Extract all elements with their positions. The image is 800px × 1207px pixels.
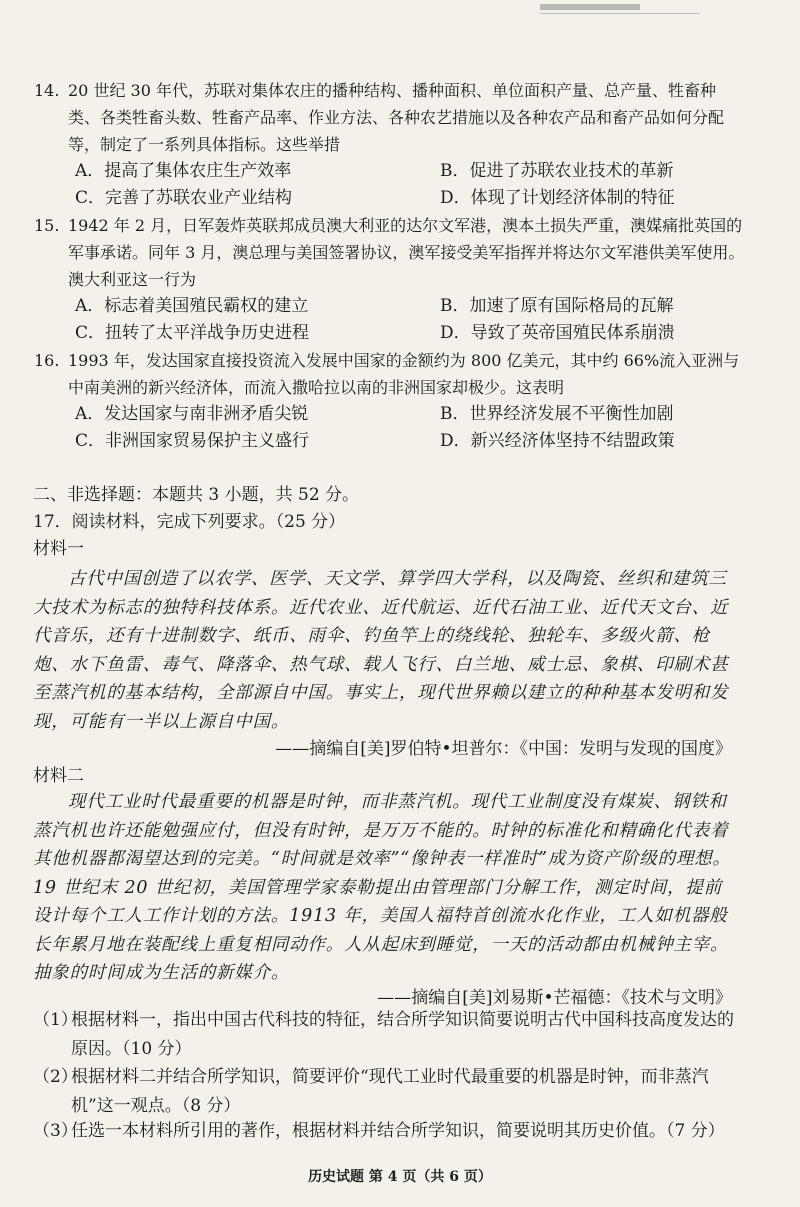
material-1-title: 材料一: [33, 539, 84, 559]
material-1-body: 古代中国创造了以农学、医学、天文学、算学四大学科，以及陶瓷、丝织和建筑三大技术为标志的独特科技体系。近代农业、近代航运、近代石油工业、近代天文台、近代音乐，还有十进制数字、纸币、雨伞、钓鱼竿上的绕线轮、独轮车、多级火箭、枪炮、水下鱼雷、毒气、降落伞、热气球、载人飞行、白兰地、威士忌、象棋、印刷术甚至蒸汽机的基本结构，全部源自中国。事实上，现代世界赖以建立的种种基本发明和发现，可能有一半以上源自中国。: [33, 569, 729, 732]
option-a: A．发达国家与南非洲矛盾尖锐: [75, 404, 309, 424]
material-2-title: 材料二: [33, 766, 84, 786]
question-15-stem: 15. 1942 年 2 月，日军轰炸英联邦成员澳大利亚的达尔文军港，澳本土损失严重，澳媒痛批英国的军事承诺。同年 3 月，澳总理与美国签署协议，澳军接受美军指挥并将达尔文军港供美军使用。澳大利亚这一行为: [34, 216, 745, 289]
material-2-source: ——摘编自[美]刘易斯•芒福德：《技术与文明》: [377, 988, 732, 1008]
sub-question-3: （3） 任选一本材料所引用的著作，根据材料并结合所学知识，简要说明其历史价值。（7 分）: [33, 1121, 725, 1141]
material-2-body: 现代工业时代最重要的机器是时钟，而非蒸汽机。现代工业制度没有煤炭、钢铁和蒸汽机也许还能勉强应付，但没有时钟，是万万不能的。时钟的标准化和精确化代表着其他机器都渴望达到的完美。“时间就是效率”“像钟表一样准时”成为资产阶级的理想。19 世纪末 20 世纪初，美国管理学家泰勒提出由管理部门分解工作，测定时间，提前设计每个工人工作计划的方法。1913 年，美国人福特首创流水化作业，工人如机器般长年累月地在装配线上重复相同动作。人从起床到睡觉，一天的活动都由机械钟主宰。抽象的时间成为生活的新媒介。: [33, 792, 731, 983]
question-14-stem: 14. 20 世纪 30 年代，苏联对集体农庄的播种结构、播种面积、单位面积产量、总产量、牲畜种类、各类牲畜头数、牲畜产品率、作业方法、各种农艺措施以及各种农产品和畜产品如何分配等，制定了一系列具体指标。这些举措: [34, 81, 725, 154]
question-17-heading: 17．阅读材料，完成下列要求。（25 分）: [33, 512, 346, 532]
section-heading: 二、非选择题：本题共 3 小题，共 52 分。: [33, 485, 360, 505]
sub-question-2: （2） 根据材料二并结合所学知识，简要评价“现代工业时代最重要的机器是时钟，而非蒸汽机”这一观点。（8 分）: [33, 1067, 709, 1116]
page-footer: 历史试题 第 4 页（共 6 页）: [308, 1169, 492, 1185]
option-c: C．完善了苏联农业产业结构: [75, 188, 293, 208]
sub-question-1: （1） 根据材料一，指出中国古代科技的特征，结合所学知识简要说明古代中国科技高度发达的原因。（10 分）: [33, 1010, 734, 1059]
option-b: B．促进了苏联农业技术的革新: [440, 161, 674, 181]
option-c: C．扭转了太平洋战争历史进程: [75, 323, 310, 343]
option-b: B．世界经济发展不平衡性加剧: [440, 404, 674, 424]
option-a: A．标志着美国殖民霸权的建立: [75, 296, 309, 316]
option-d: D．导致了英帝国殖民体系崩溃: [440, 323, 675, 343]
scan-header-mark: [540, 0, 700, 14]
option-d: D．新兴经济体坚持不结盟政策: [440, 431, 675, 451]
option-c: C．非洲国家贸易保护主义盛行: [75, 431, 310, 451]
material-1-source: ——摘编自[美]罗伯特•坦普尔：《中国：发明与发现的国度》: [275, 739, 732, 759]
option-d: D．体现了计划经济体制的特征: [440, 188, 675, 208]
option-b: B．加速了原有国际格局的瓦解: [440, 296, 674, 316]
option-a: A．提高了集体农庄生产效率: [75, 161, 292, 181]
question-16-stem: 16. 1993 年，发达国家直接投资流入发展中国家的金额约为 800 亿美元，其中约 66%流入亚洲与中南美洲的新兴经济体，而流入撒哈拉以南的非洲国家却极少。这表明: [34, 351, 740, 397]
